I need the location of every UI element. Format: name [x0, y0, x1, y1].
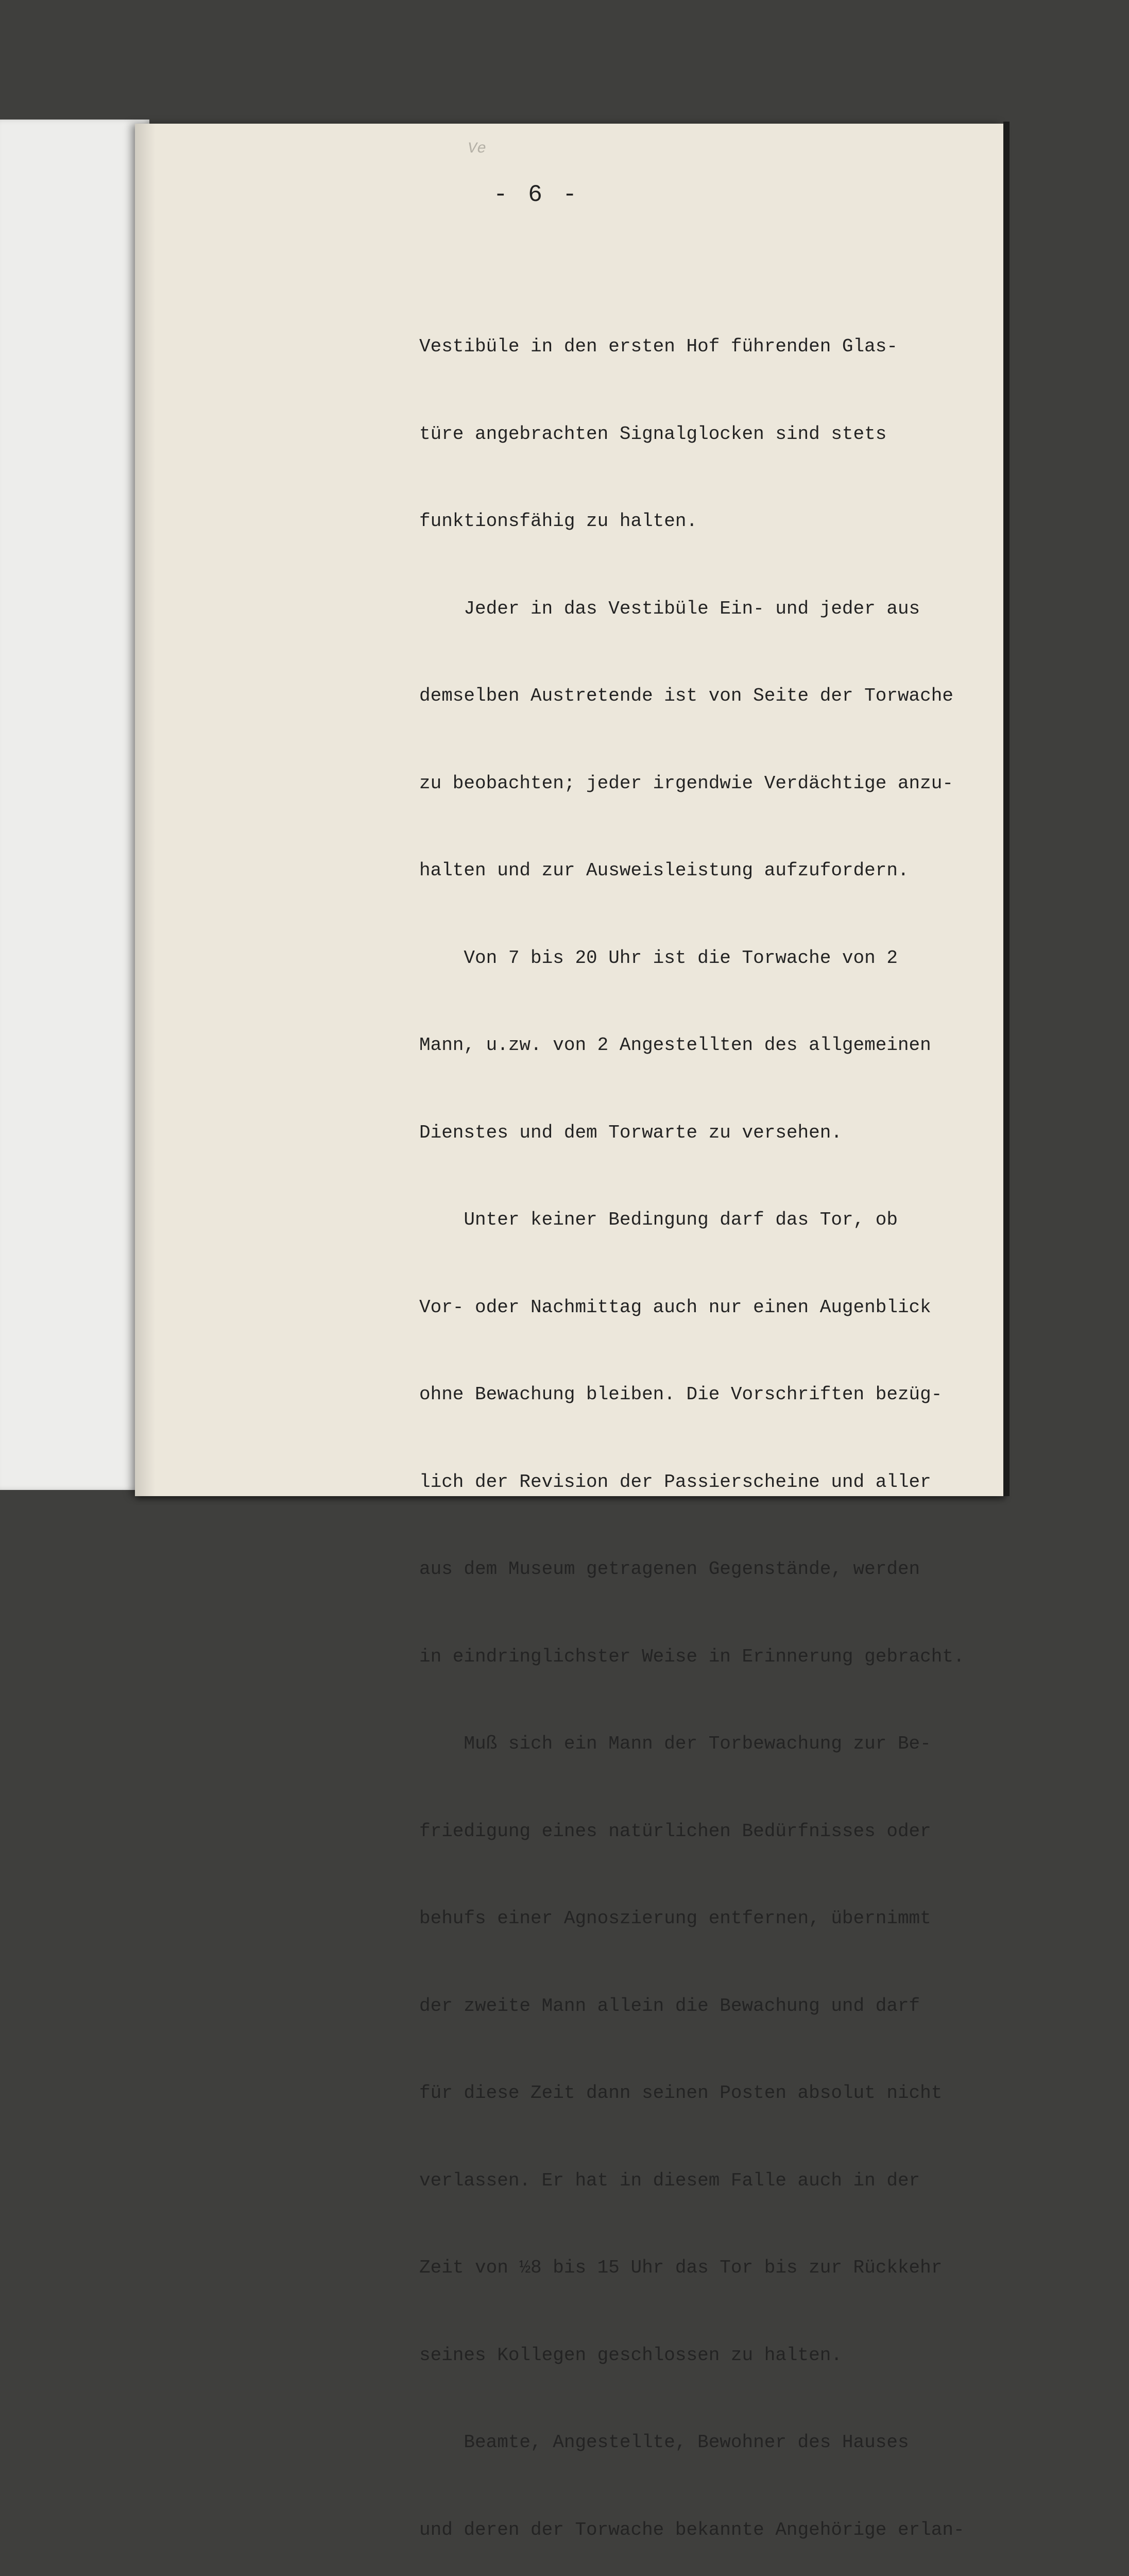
text-line: Vestibüle in den ersten Hof führenden Glas- [419, 336, 898, 357]
text-line: friedigung eines natürlichen Bedürfnisses oder [419, 1820, 931, 1842]
text-line: halten und zur Ausweisleistung aufzufordern. [419, 860, 909, 881]
typewritten-body [419, 274, 1001, 2576]
text-line: seines Kollegen geschlossen zu halten. [419, 2344, 842, 2366]
text-line: Von 7 bis 20 Uhr ist die Torwache von 2 [419, 947, 898, 969]
text-line: Zeit von ½8 bis 15 Uhr das Tor bis zur Rückkehr [419, 2257, 943, 2278]
text-line: Unter keiner Bedingung darf das Tor, ob [419, 1209, 898, 1230]
pencil-annotation: Ve [468, 140, 487, 158]
text-line: Dienstes und dem Torwarte zu versehen. [419, 1122, 842, 1143]
text-line: funktionsfähig zu halten. [419, 511, 698, 532]
text-line: Beamte, Angestellte, Bewohner des Hauses [419, 2432, 909, 2453]
text-line: für diese Zeit dann seinen Posten absolut nicht [419, 2082, 943, 2104]
text-line: Muß sich ein Mann der Torbewachung zur Be- [419, 1733, 931, 1754]
text-line: ohne Bewachung bleiben. Die Vorschriften bezüg- [419, 1384, 943, 1405]
page-edge-shadow [1003, 122, 1010, 1496]
underlying-page [0, 120, 149, 1490]
text-line: zu beobachten; jeder irgendwie Verdächtige anzu- [419, 772, 953, 794]
text-line: verlassen. Er hat in diesem Falle auch in der [419, 2170, 920, 2191]
page-number: - 6 - [493, 181, 580, 208]
text-line: lich der Revision der Passierscheine und aller [419, 1471, 931, 1493]
text-line: Mann, u.zw. von 2 Angestellten des allgemeinen [419, 1035, 931, 1056]
text-line: und deren der Torwache bekannte Angehörige erlan- [419, 2519, 965, 2540]
text-line: demselben Austretende ist von Seite der Torwache [419, 685, 953, 706]
text-line: aus dem Museum getragenen Gegenstände, werden [419, 1558, 920, 1580]
text-line: Jeder in das Vestibüle Ein- und jeder aus [419, 598, 920, 619]
text-line: in eindringlichster Weise in Erinnerung gebracht. [419, 1646, 965, 1667]
text-line: behufs einer Agnoszierung entfernen, übernimmt [419, 1908, 931, 1929]
text-line: türe angebrachten Signalglocken sind stets [419, 423, 887, 445]
text-line: Vor- oder Nachmittag auch nur einen Augenblick [419, 1296, 931, 1318]
text-line: der zweite Mann allein die Bewachung und darf [419, 1995, 920, 2016]
